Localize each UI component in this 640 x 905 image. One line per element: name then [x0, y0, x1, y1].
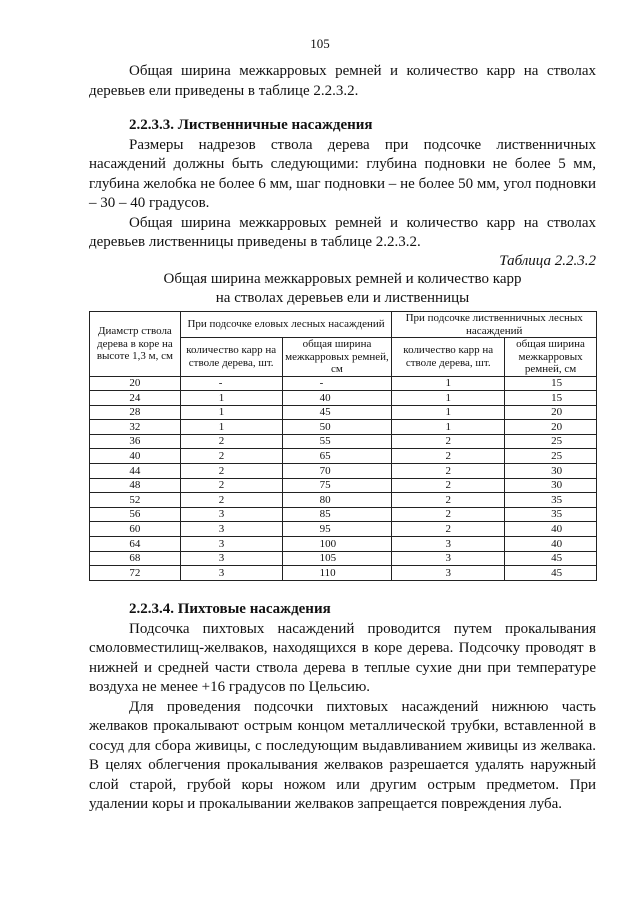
cell-larch-count: 2: [392, 434, 505, 449]
cell-larch-count: 2: [392, 449, 505, 464]
table-title-line-1: Общая ширина межкарровых ремней и количество карр: [163, 271, 522, 287]
cell-spruce-count: 2: [180, 449, 282, 464]
section-larch-heading: 2.2.3.3. Лиственничные насаждения: [129, 117, 373, 133]
cell-spruce-count: 1: [180, 405, 282, 420]
cell-spruce-count: 3: [180, 537, 282, 552]
cell-diameter: 28: [90, 405, 181, 420]
cell-spruce-width: 85: [282, 507, 392, 522]
cell-larch-width: 30: [505, 464, 597, 479]
table-row: [90, 478, 597, 493]
cell-larch-width: 25: [505, 449, 597, 464]
cell-larch-count: 2: [392, 464, 505, 479]
table-row: [90, 376, 597, 391]
cell-larch-count: 1: [392, 405, 505, 420]
section-fir-paragraph-1: Подсочка пихтовых насаждений проводится путем прокалывания смоловместилищ-желвакoв, находящихся в коре дерева. Подсочку проводят в нижней и средней части ствола дерева в теплые сухие дни при температуре воздуха не менее +16 градусов по Цельсию.: [89, 620, 596, 695]
cell-larch-count: 1: [392, 376, 505, 391]
cell-diameter: 48: [90, 478, 181, 493]
cell-larch-width: 20: [505, 420, 597, 435]
cell-spruce-width: 75: [282, 478, 392, 493]
table-row: [90, 566, 597, 581]
table-row: [90, 434, 597, 449]
table-row: [90, 391, 597, 406]
cell-spruce-count: 3: [180, 507, 282, 522]
cell-larch-count: 2: [392, 493, 505, 508]
cell-spruce-width: 95: [282, 522, 392, 537]
cell-larch-width: 45: [505, 566, 597, 581]
cell-larch-count: 2: [392, 507, 505, 522]
cell-spruce-width: 50: [282, 420, 392, 435]
header-group-larch: При подсочке лиственничных лесных насаждений: [392, 312, 597, 338]
cell-spruce-count: 3: [180, 551, 282, 566]
cell-spruce-width: -: [282, 376, 392, 391]
cell-larch-count: 2: [392, 478, 505, 493]
cell-diameter: 44: [90, 464, 181, 479]
cell-spruce-width: 100: [282, 537, 392, 552]
cell-spruce-width: 110: [282, 566, 392, 581]
section-larch: [89, 116, 596, 253]
header-diameter: Диамстр ствола дерева в коре на высоте 1,3 м, см: [90, 312, 181, 377]
cell-diameter: 32: [90, 420, 181, 435]
cell-larch-count: 1: [392, 420, 505, 435]
cell-diameter: 72: [90, 566, 181, 581]
cell-diameter: 40: [90, 449, 181, 464]
cell-diameter: 52: [90, 493, 181, 508]
cell-larch-count: 3: [392, 566, 505, 581]
cell-diameter: 36: [90, 434, 181, 449]
table-body: [90, 376, 597, 580]
section-fir-heading: 2.2.3.4. Пихтовые насаждения: [129, 601, 331, 617]
cell-larch-width: 15: [505, 376, 597, 391]
intro-block: [89, 62, 596, 101]
page-number: 105: [310, 36, 330, 51]
table-row: [90, 507, 597, 522]
cell-spruce-width: 65: [282, 449, 392, 464]
cell-spruce-count: 2: [180, 464, 282, 479]
cell-larch-width: 20: [505, 405, 597, 420]
section-larch-paragraph-2: Общая ширина межкарровых ремней и количество карр на стволах деревьев лиственницы приведены в таблице 2.2.3.2.: [89, 214, 596, 250]
cell-spruce-width: 80: [282, 493, 392, 508]
resin-table: [89, 311, 597, 581]
cell-spruce-count: 3: [180, 522, 282, 537]
header-larch-count: количество карр на стволе дерева, шт.: [392, 338, 505, 377]
table-row: [90, 493, 597, 508]
section-fir: [89, 600, 596, 815]
cell-larch-width: 35: [505, 493, 597, 508]
cell-spruce-width: 45: [282, 405, 392, 420]
cell-diameter: 56: [90, 507, 181, 522]
cell-larch-count: 1: [392, 391, 505, 406]
header-larch-width: общая ширина межкарровых ремней, см: [505, 338, 597, 377]
table-title: [89, 270, 596, 308]
cell-larch-count: 2: [392, 522, 505, 537]
table-title-line-2: на стволах деревьев ели и лиственницы: [215, 290, 470, 306]
cell-spruce-count: 2: [180, 478, 282, 493]
cell-larch-width: 35: [505, 507, 597, 522]
table-row: [90, 537, 597, 552]
cell-spruce-count: 1: [180, 420, 282, 435]
cell-diameter: 60: [90, 522, 181, 537]
section-fir-paragraph-2: Для проведения подсочки пихтовых насаждений нижнюю часть желваков прокалывают острым концом металлической трубки, вставленной в сосуд для сбора живицы, с последующим выдавливанием живицы из желвака. В целях облегчения прокалывания желваков разрешается удалять наружный слой старой, грубой коры ножом или другим острым предметом. При удалении коры и прокалывании желваков запрещается повреждения луба.: [89, 698, 596, 812]
cell-diameter: 68: [90, 551, 181, 566]
header-spruce-width: общая ширина межкарровых ремней, см: [282, 338, 392, 377]
table-header-row: [90, 312, 597, 338]
cell-diameter: 20: [90, 376, 181, 391]
cell-spruce-count: 2: [180, 434, 282, 449]
cell-spruce-count: 3: [180, 566, 282, 581]
cell-diameter: 64: [90, 537, 181, 552]
table-row: [90, 405, 597, 420]
cell-spruce-width: 70: [282, 464, 392, 479]
cell-larch-count: 3: [392, 537, 505, 552]
table-row: [90, 420, 597, 435]
cell-spruce-width: 40: [282, 391, 392, 406]
table-row: [90, 551, 597, 566]
cell-spruce-count: 1: [180, 391, 282, 406]
table-row: [90, 522, 597, 537]
table-row: [90, 464, 597, 479]
table-row: [90, 449, 597, 464]
intro-paragraph: Общая ширина межкарровых ремней и количество карр на стволах деревьев ели приведены в таблице 2.2.3.2.: [89, 63, 596, 99]
header-spruce-count: количество карр на стволе дерева, шт.: [180, 338, 282, 377]
cell-larch-width: 45: [505, 551, 597, 566]
section-larch-paragraph-1: Размеры надрезов ствола дерева при подсочке лиственничных насаждений должны быть следующими: глубина подновки не более 5 мм, глубина желобка не более 6 мм, шаг подновки – не более 50 мм, угол подновки – 30 – 40 градусов.: [89, 136, 596, 211]
cell-larch-width: 40: [505, 522, 597, 537]
cell-diameter: 24: [90, 391, 181, 406]
cell-larch-width: 15: [505, 391, 597, 406]
cell-larch-count: 3: [392, 551, 505, 566]
header-group-spruce: При подсочке еловых лесных насаждений: [180, 312, 392, 338]
cell-larch-width: 40: [505, 537, 597, 552]
cell-larch-width: 25: [505, 434, 597, 449]
cell-larch-width: 30: [505, 478, 597, 493]
cell-spruce-count: -: [180, 376, 282, 391]
table-caption: Таблица 2.2.3.2: [499, 253, 596, 269]
cell-spruce-count: 2: [180, 493, 282, 508]
cell-spruce-width: 105: [282, 551, 392, 566]
cell-spruce-width: 55: [282, 434, 392, 449]
